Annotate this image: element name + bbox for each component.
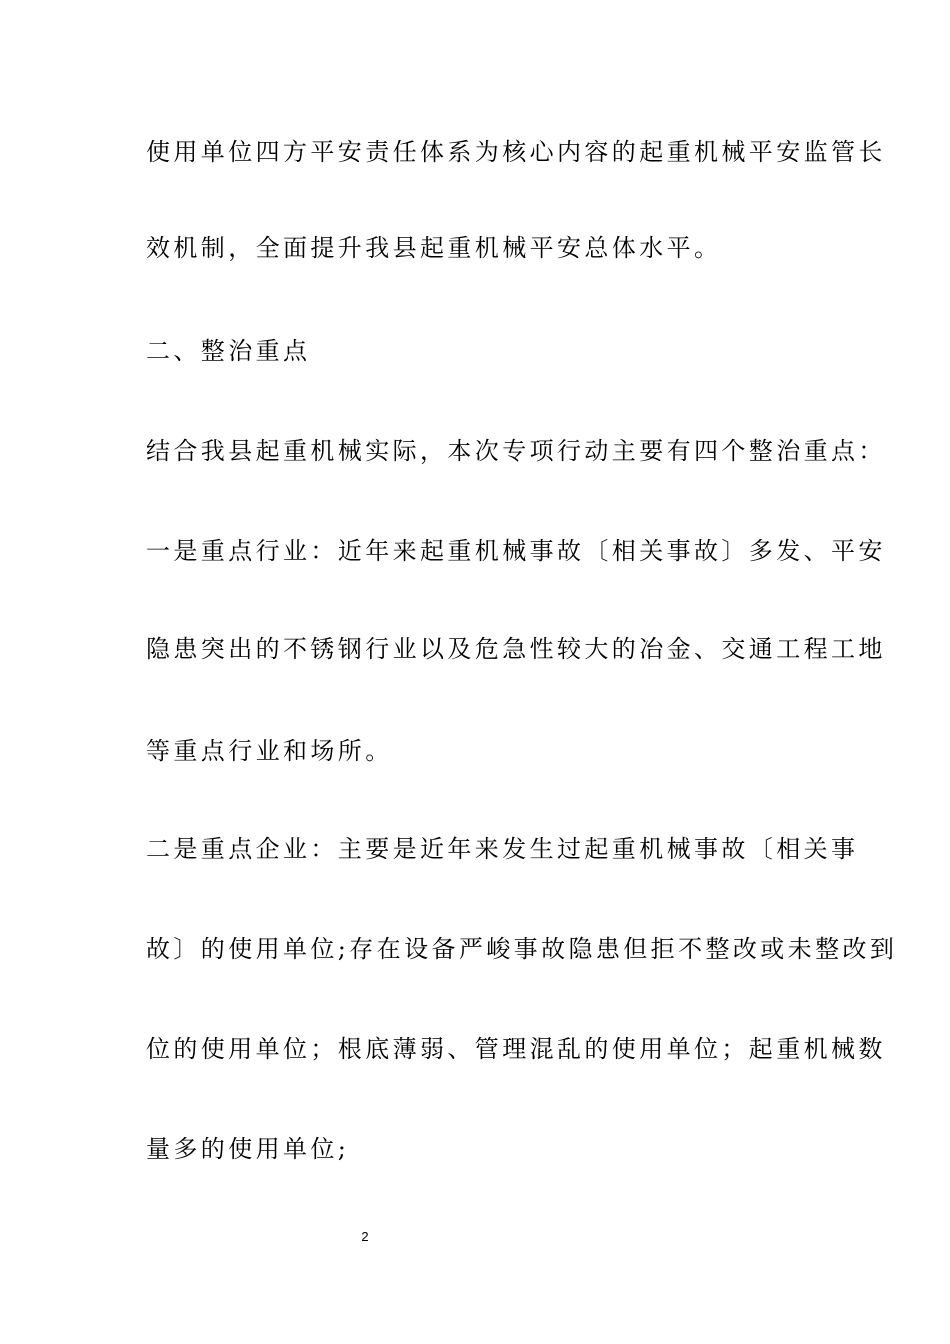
text-line: 等重点行业和场所。 — [146, 737, 393, 765]
section-heading: 二、整治重点 — [146, 337, 311, 365]
text-line: 位的使用单位；根底薄弱、管理混乱的使用单位；起重机械数 — [146, 1035, 886, 1063]
text-line: 二是重点企业：主要是近年来发生过起重机械事故〔相关事 — [146, 835, 859, 863]
text-line: 结合我县起重机械实际，本次专项行动主要有四个整治重点： — [146, 437, 886, 465]
text-line: 量多的使用单位; — [146, 1135, 350, 1163]
page-number: 2 — [361, 1229, 369, 1244]
text-line: 一是重点行业：近年来起重机械事故〔相关事故〕多发、平安 — [146, 537, 886, 565]
text-line: 故〕的使用单位;存在设备严峻事故隐患但拒不整改或未整改到 — [146, 935, 898, 963]
text-line: 使用单位四方平安责任体系为核心内容的起重机械平安监管长 — [146, 138, 886, 166]
text-line: 隐患突出的不锈钢行业以及危急性较大的冶金、交通工程工地 — [146, 635, 886, 663]
text-line: 效机制，全面提升我县起重机械平安总体水平。 — [146, 234, 722, 262]
